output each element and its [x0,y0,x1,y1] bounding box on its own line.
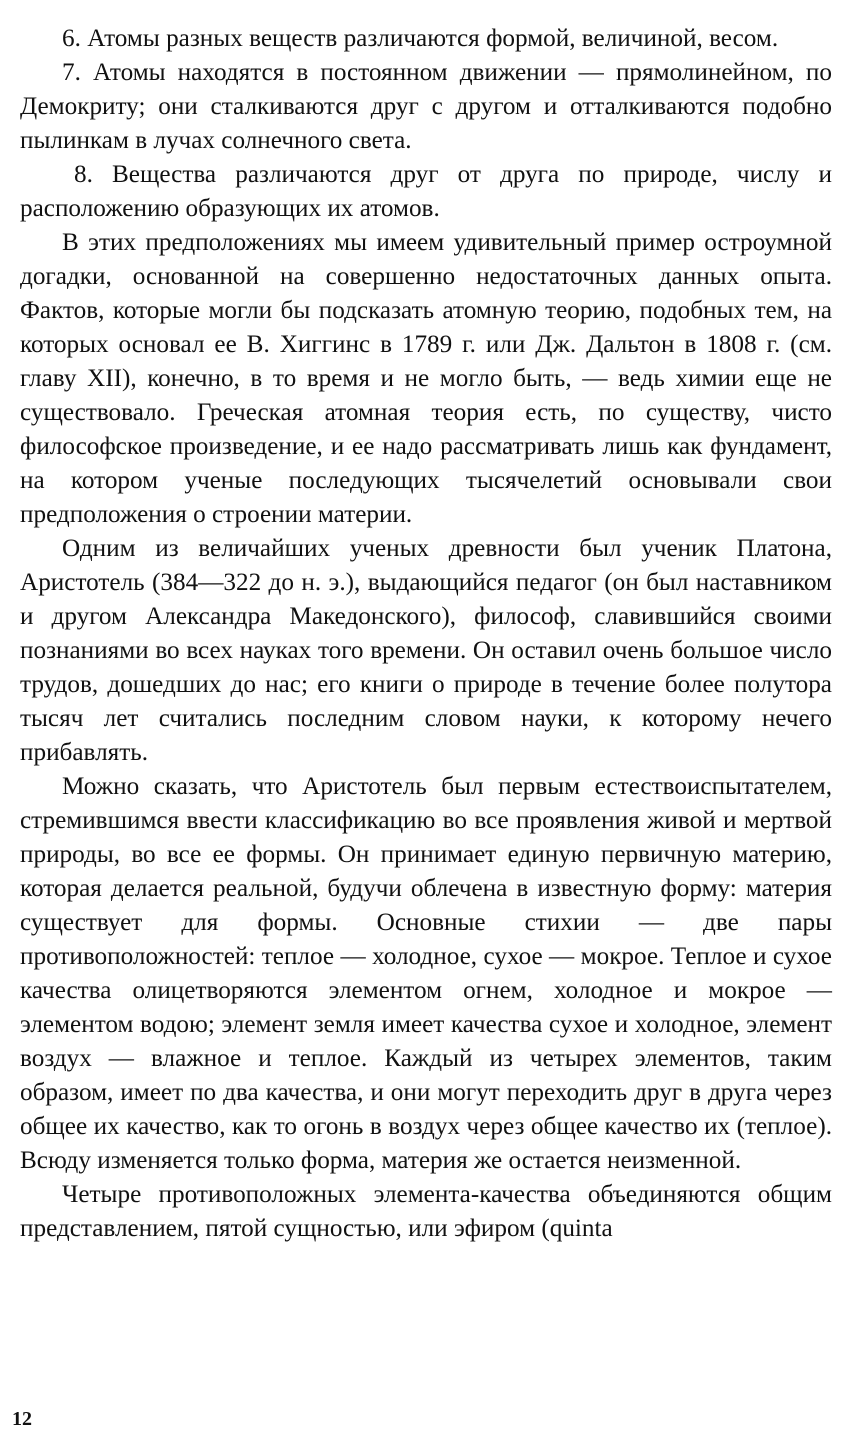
document-page [20,22,832,1402]
paragraph-item-8: 8. Вещества различаются друг от друга по природе, числу и расположению образующих их атомов. [20,161,832,222]
paragraph-item-6: 6. Атомы разных веществ различаются формой, величиной, весом. [62,25,779,52]
paragraph-quinta-essentia: Четыре противоположных элемента-качества объединяются общим представлением, пятой сущностью, или эфиром (quinta [20,1181,832,1242]
paragraph-aristotle-elements: Можно сказать, что Аристотель был первым естествоиспытателем, стремившимся ввести классификацию во все проявления живой и мертвой природы, во все ее формы. Он принимает единую первичную материю, которая делается реальной, будучи облечена в известную форму: материя существует для формы. Основные стихии — две пары противоположностей: теплое — холодное, сухое — мокрое. Теплое и сухое качества олицетворяются элементом огнем, холодное и мокрое — элементом водою; элемент земля имеет качества сухое и холодное, элемент воздух — влажное и теплое. Каждый из четырех элементов, таким образом, имеет по два качества, и они могут переходить друг в друга через общее их качество, как то огонь в воздух через общее качество их (теплое). Всюду изменяется только форма, материя же остается неизменной. [20,773,832,1174]
paragraph-item-7: 7. Атомы находятся в постоянном движении — прямолинейном, по Демокриту; они сталкиваются друг с другом и отталкиваются подобно пылинкам в лучах солнечного света. [20,59,832,154]
paragraph-aristotle-biography: Одним из величайших ученых древности был ученик Платона, Аристотель (384—322 до н. э.), выдающийся педагог (он был наставником и другом Александра Македонского), философ, славившийся своими познаниями во всех науках того времени. Он оставил очень большое число трудов, дошедших до нас; его книги о природе в течение более полутора тысяч лет считались последним словом науки, к которому нечего прибавлять. [20,535,832,766]
page-number: 12 [12,1408,32,1430]
paragraph-atomic-hypotheses: В этих предположениях мы имеем удивительный пример остроумной догадки, основанной на совершенно недостаточных данных опыта. Фактов, которые могли бы подсказать атомную теорию, подобных тем, на которых основал ее В. Хиггинс в 1789 г. или Дж. Дальтон в 1808 г. (см. главу XII), конечно, в то время и не могло быть, — ведь химии еще не существовало. Греческая атомная теория есть, по существу, чисто философское произведение, и ее надо рассматривать лишь как фундамент, на котором ученые последующих тысячелетий основывали свои предположения о строении материи. [20,229,832,528]
